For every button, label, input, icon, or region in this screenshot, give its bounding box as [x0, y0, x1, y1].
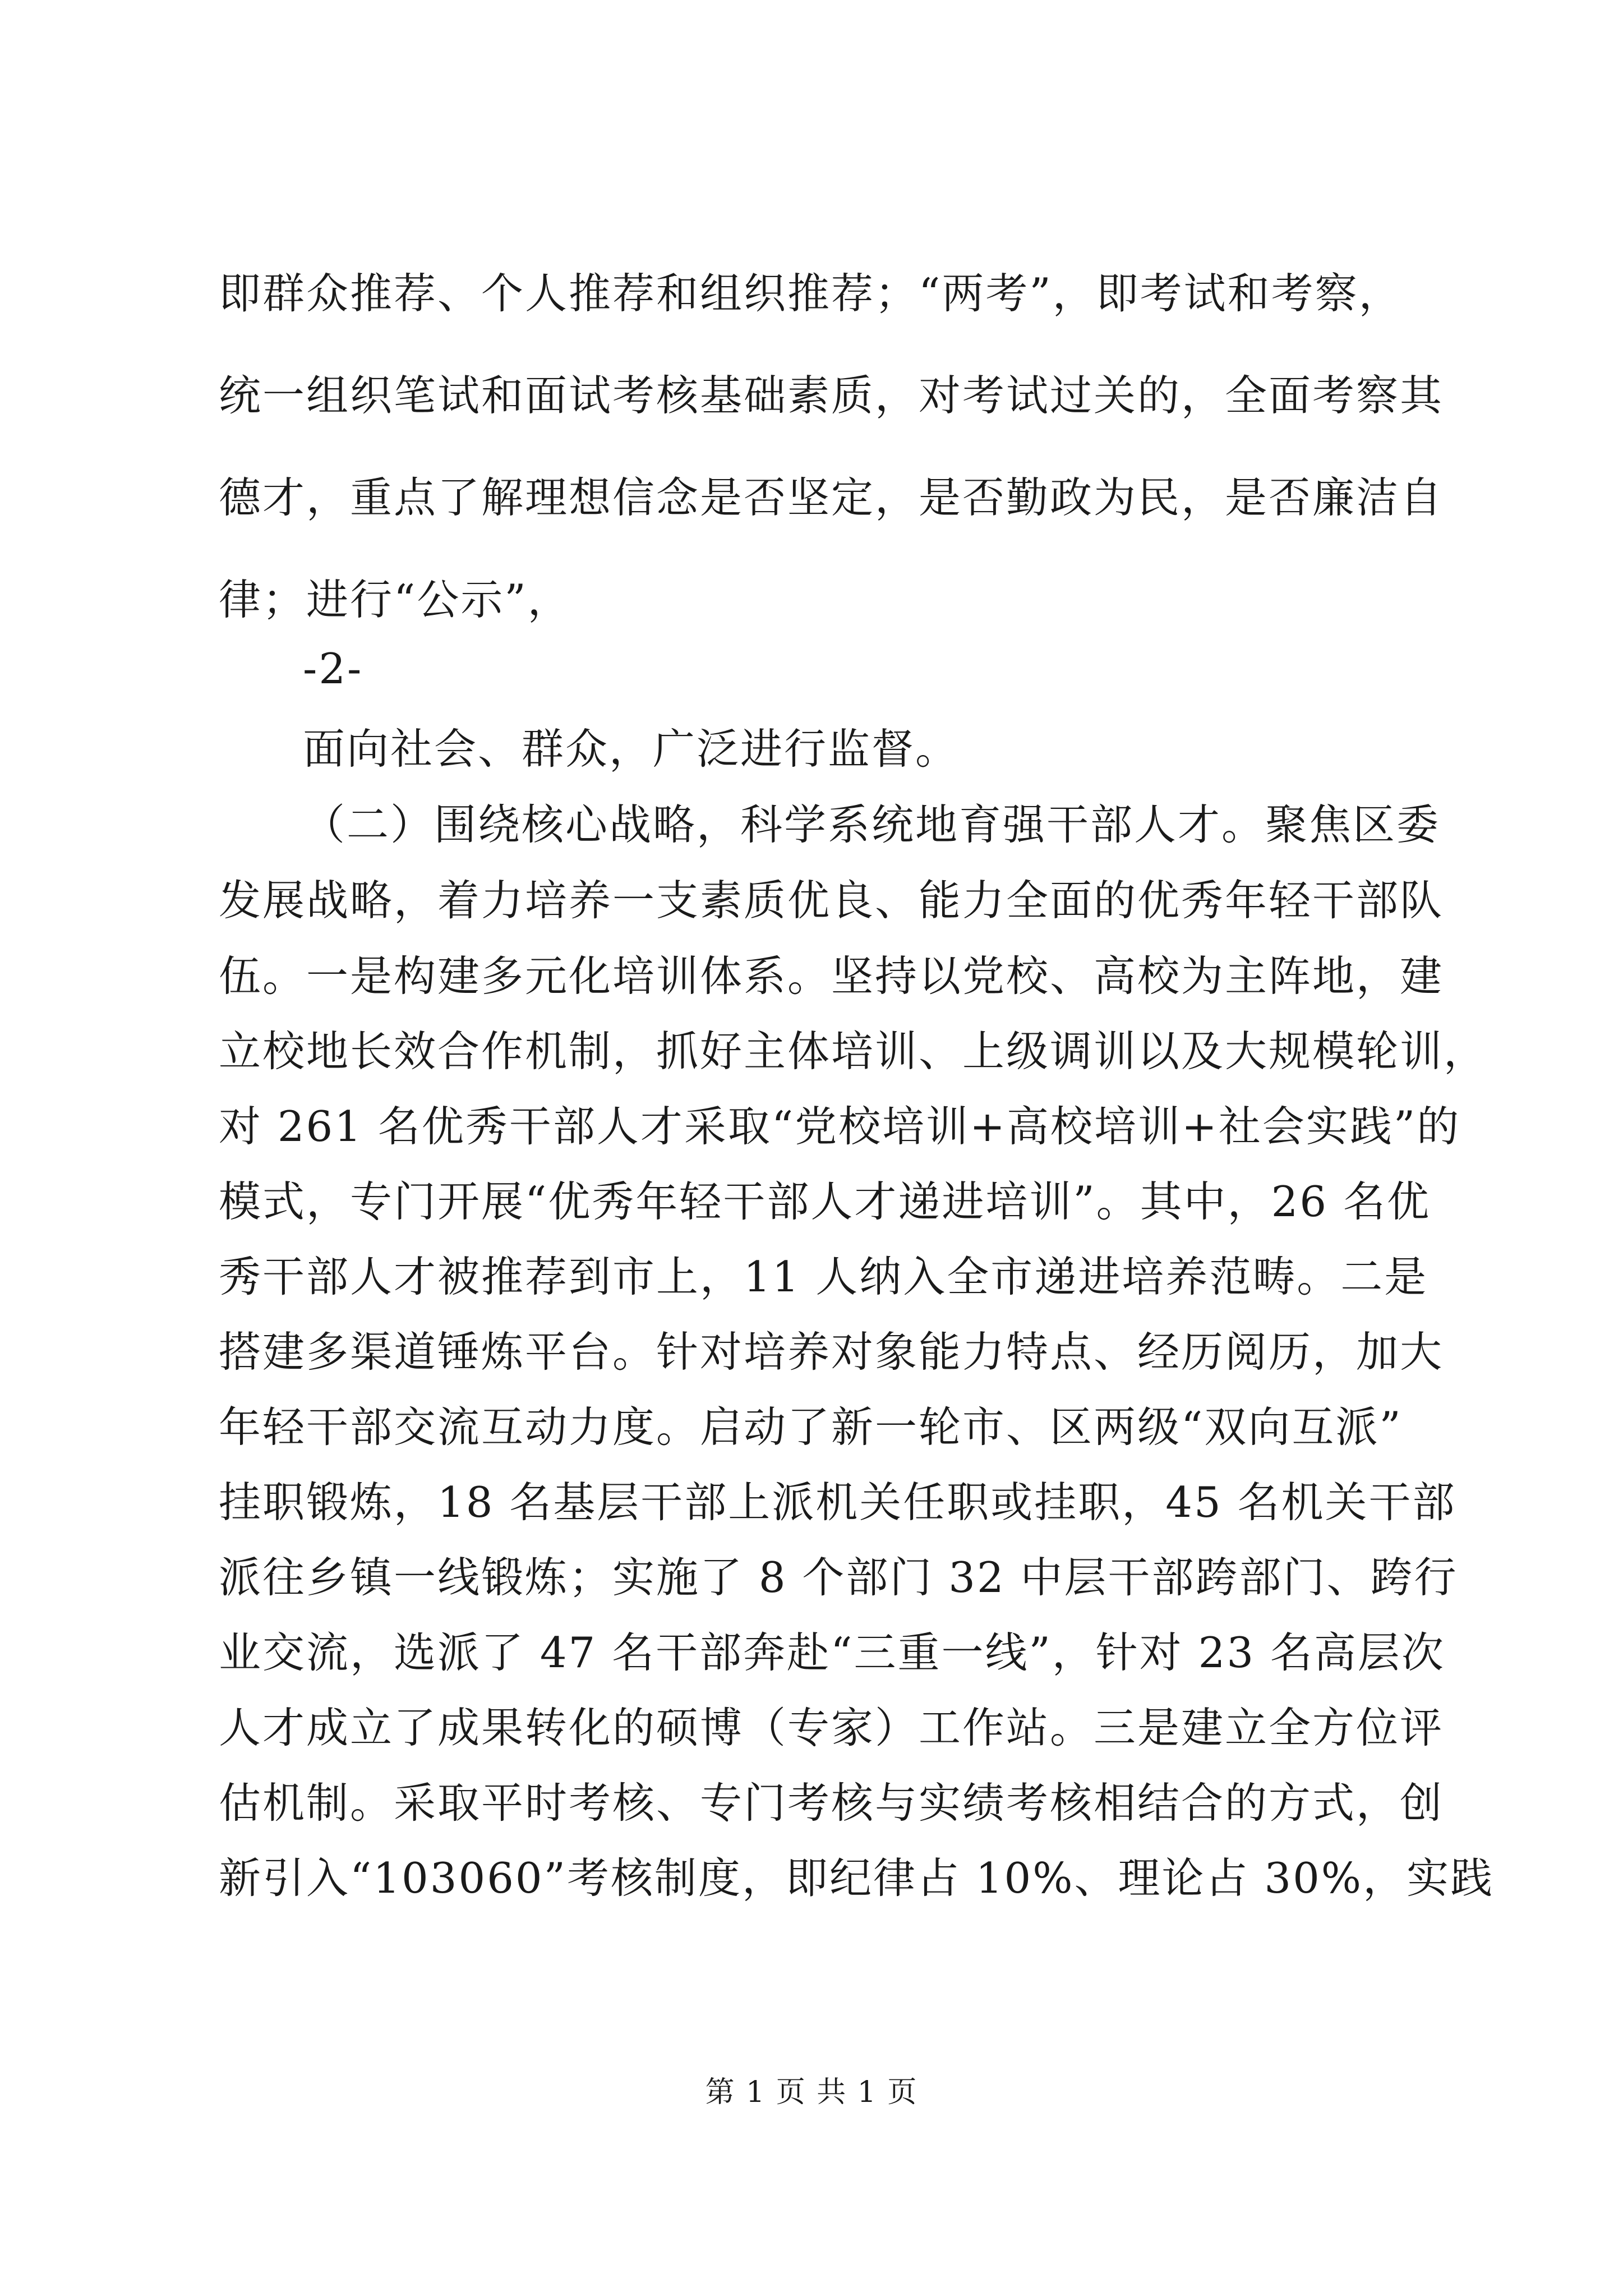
body-text-line: 伍。一是构建多元化培训体系。坚持以党校、高校为主阵地，建 [219, 951, 1444, 1001]
body-text-line: 律；进行“公示”， [219, 575, 571, 624]
body-text-line: 年轻干部交流互动力度。启动了新一轮市、区两级“双向互派” [219, 1402, 1403, 1452]
body-text-line: 秀干部人才被推荐到市上，11 人纳入全市递进培养范畴。二是 [219, 1252, 1428, 1301]
body-text-line: 统一组织笔试和面试考核基础素质，对考试过关的，全面考察其 [219, 371, 1444, 420]
body-text-line: 模式，专门开展“优秀年轻干部人才递进培训”。其中，26 名优 [219, 1177, 1431, 1226]
body-text-line: 德才，重点了解理想信念是否坚定，是否勤政为民，是否廉洁自 [219, 473, 1444, 522]
body-text-line: 派往乡镇一线锻炼；实施了 8 个部门 32 中层干部跨部门、跨行 [219, 1553, 1458, 1602]
body-text-line: 估机制。采取平时考核、专门考核与实绩考核相结合的方式，创 [219, 1778, 1444, 1828]
body-text-line: 面向社会、群众，广泛进行监督。 [303, 724, 960, 774]
body-text-line: 搭建多渠道锤炼平台。针对培养对象能力特点、经历阅历，加大 [219, 1327, 1444, 1377]
body-text-line: 立校地长效合作机制，抓好主体培训、上级调训以及大规模轮训， [219, 1027, 1488, 1076]
section-heading-line: （二）围绕核心战略，科学系统地育强干部人才。聚焦区委 [303, 800, 1441, 849]
body-text-line: 人才成立了成果转化的硕博（专家）工作站。三是建立全方位评 [219, 1703, 1444, 1752]
inline-page-number: -2- [303, 644, 363, 693]
body-text-line: 挂职锻炼，18 名基层干部上派机关任职或挂职，45 名机关干部 [219, 1478, 1456, 1527]
body-text-line: 新引入“103060”考核制度，即纪律占 10%、理论占 30%，实践 [219, 1853, 1495, 1903]
body-text-line: 对 261 名优秀干部人才采取“党校培训+高校培训+社会实践”的 [219, 1102, 1461, 1151]
body-text-line: 业交流，选派了 47 名干部奔赴“三重一线”，针对 23 名高层次 [219, 1628, 1445, 1677]
body-text-line: 发展战略，着力培养一支素质优良、能力全面的优秀年轻干部队 [219, 876, 1444, 925]
page-footer: 第 1 页 共 1 页 [705, 2076, 918, 2109]
body-text-line: 即群众推荐、个人推荐和组织推荐；“两考”，即考试和考察， [219, 269, 1403, 318]
